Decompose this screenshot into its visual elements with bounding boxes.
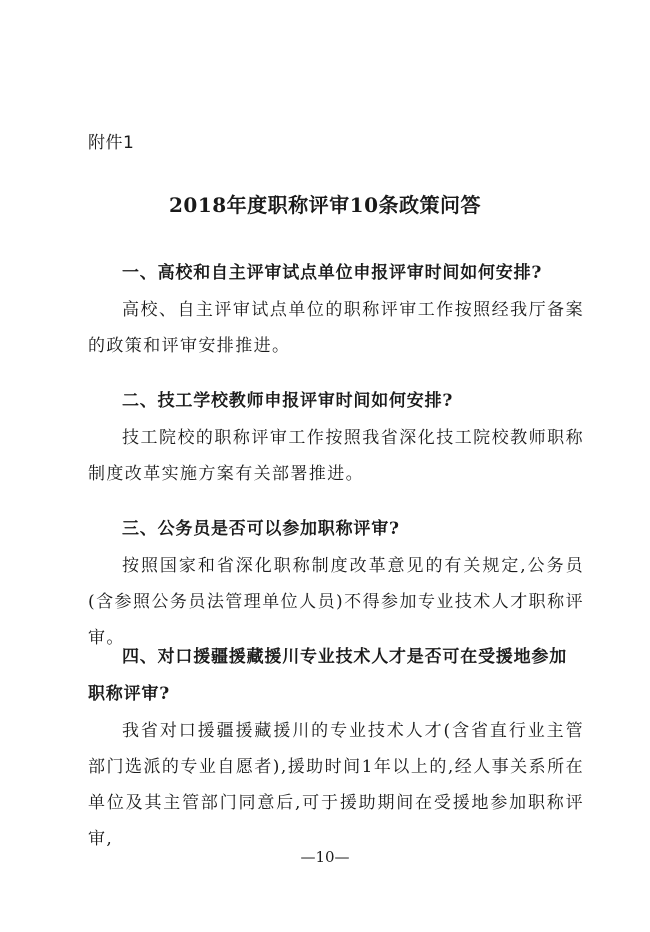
- attachment-label: 附件1: [88, 133, 135, 153]
- qa-section-2: [88, 383, 584, 492]
- question-2: 二、技工学校教师申报评审时间如何安排?: [122, 391, 454, 411]
- answer-4: 我省对口援疆援藏援川的专业技术人才(含省直行业主管部门选派的专业自愿者),援助时间1年以上的,经人事关系所在单位及其主管部门同意后,可于援助期间在受援地参加职称评审,: [88, 721, 584, 849]
- qa-section-4: [88, 639, 584, 857]
- question-4: 四、对口援疆援藏援川专业技术人才是否可在受援地参加职称评审?: [88, 647, 567, 704]
- document-title: 2018年度职称评审10条政策问答: [169, 193, 481, 217]
- qa-section-1: [88, 255, 584, 364]
- question-1: 一、高校和自主评审试点单位申报评审时间如何安排?: [122, 263, 543, 283]
- answer-3: 按照国家和省深化职称制度改革意见的有关规定,公务员(含参照公务员法管理单位人员)不得参加专业技术人才职称评审。: [88, 556, 584, 648]
- qa-section-3: [88, 511, 584, 656]
- answer-2: 技工院校的职称评审工作按照我省深化技工院校教师职称制度改革实施方案有关部署推进。: [88, 428, 584, 484]
- question-3: 三、公务员是否可以参加职称评审?: [122, 519, 400, 539]
- page-number: —10—: [300, 848, 350, 866]
- answer-1: 高校、自主评审试点单位的职称评审工作按照经我厅备案的政策和评审安排推进。: [88, 300, 584, 356]
